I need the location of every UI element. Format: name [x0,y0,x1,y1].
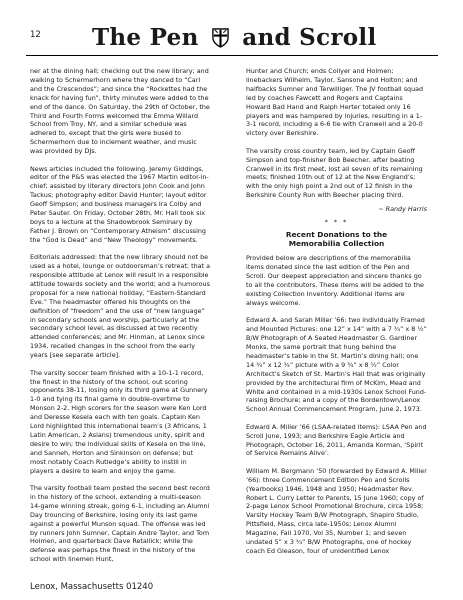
paragraph: The varsity soccer team finished with a 10-1-1 record, the finest in the history of the school, out scoring opponents 38-11, losing only its third game at Gunnery 1-0 and tying its final game in double-overtime to Monson 2-2. High scorers for the season were Ken Lord and Deresse Kesela each with ten goals. Captain Ken Lord highlighted this international team’s (3 Africans, 1 Latin American, 2 Asians) tremendous unity, spirit and desire to win; the individual skills of Kesela on the line, and Sanneh, Horton and Sinkinson on defense; but most notably Coach Rutledge’s ability to instill in players a desire to learn and enjoy the game. [30,368,208,475]
section-separator: * * * [324,217,349,226]
masthead-title-part2: and Scroll [242,24,377,51]
section-title [246,230,427,249]
paragraph: News articles included the following. Jeremy Giddings, editor of the P&S was elected the 1967 Martin editor-in-chief; assisted by literary directors John Cook and John Tackus; photography editor David Hunter; layout editor Geoff Simpson; and business managers Ira Colby and Peter Sauter. On Friday, October 28th, Mr. Hall took six boys to a lecture at the Shadowbrook Seminary by Father J. Brown on “Contemporary Atheism” discussing the “God is Dead” and “New Theology” movements. [30,164,209,244]
paragraph: The varsity football team posted the second best record in the history of the school, extending a multi-season 14-game winning streak, going 6-1, including an Alumni Day trouncing of Berkshire, losing only its last game against a powerful Munson squad. The offense was led by runners John Sumner, Captain Andre Taylor, and Tom Holmen, and quarterback Dave Retallick; while the defense was perhaps the finest in the history of the school with linemen Hunt, [30,483,210,564]
page-footer: Lenox, Massachusetts 01240 [30,582,154,592]
paragraph: Editorials addressed: that the new library should not be used as a hotel, lounge or outdoorsman’s retreat; that a responsible attitude at Lenox will result in a responsible attitude towards society and the world; and a humorous proposal for a new national holiday, “Eastern-Standard Eve.” The headmaster offered his thoughts on the definition of “freedom” and the use of “new language” in secondary schools and worship, particularly at the secondary school level, as discussed at two recently attended conferences; and Mr. Hinman, at Lenox since 1934, recalled changes in the school from the early years [see separate article]. [30,253,210,360]
paragraph: The varsity cross country team, led by Captain Geoff Simpson and top-finisher Bob Beecher, after beating Cranwell in its first meet, lost all seven of its remaining meets; finished 10th out of 12 at the New England’s; with the only high point a 2nd out of 12 finish in the Berkshire County Run with Beecher placing third. [246,146,423,200]
section-title-line: Recent Donations to the [285,229,388,239]
header-rule [26,55,438,56]
right-column [246,67,427,564]
paragraph: Edward A. Miller ’66 (LSAA-related items): LSAA Pen and Scroll June, 1993; and Berkshire Eagle Article and Photograph, October 16, 2011, Amanda Korman, ‘Spirit of Service Remains Alive’. [246,422,427,458]
paragraph: Hunter and Church; ends Collyer and Holmen; linebackers Wilhelm, Taylor, Sansone and Holton; and halfbacks Sumner and Terwilliger. The JV football squad led by coaches Fawcett and Rogers and Captains Howard Bad Hand and Ralph Herter totaled only 16 players and was hampered by injuries, resulting in a 1-3-1 record, including a 6-6 tie with Cranwell and a 20-0 victory over Berkshire. [246,67,424,138]
masthead-title-part1: The Pen [92,24,199,51]
section-title-line: Memorabilia Collection [288,238,385,248]
page-number: 12 [30,30,41,40]
masthead [92,24,377,51]
paragraph: ner at the dining hall; checking out the new library; and walking to Schermerhorn where they danced to “Carl and the Crescendos”; and since the “Rockettes had the knack for having fun”, thirty minutes were added to the end of the dance. On Saturday, the 29th of October, the Third and Fourth Forms welcomed the Emma Willard School from Troy, NY, and a similar schedule was adhered to, except that the girls were bused to Schermerhorn due to inclement weather, and music was provided by DJs. [30,67,210,156]
author-attribution: ~ Randy Harris [378,204,427,213]
paragraph: Provided below are descriptions of the memorabilia items donated since the last edition of the Pen and Scroll. Our deepest appreciation and sincere thanks go to all the contributors. These items will be added to the existing Collection Inventory. Additional items are always welcome. [246,254,424,307]
left-column [30,67,211,573]
school-crest-icon [211,27,230,48]
page-header [26,24,438,58]
paragraph: Edward A. and Sarah Miller ’66: two individually Framed and Mounted Pictures: one 12” x 14” with a 7 ¾” x 8 ½” B/W Photograph of A Seated Headmaster G. Gardiner Monks, the same portrait that hung behind the headmaster’s table in the St. Martin’s dining hall; one 14 ¾” x 12 ¾” picture with a 9 ¾” x 8 ½” Color Architect’s Sketch of St. Martin’s Hall that was originally provided by the architectural firm of McKim, Mead and White and contained in a mid-1930s Lenox School Fund-raising Brochure; and a copy of the Bordentown/Lenox School Annual Commencement Program, June 2, 1973. [246,316,427,414]
paragraph: William M. Bergmann ’50 (forwarded by Edward A. Miller ’66): three Commencement Edition Pen and Scrolls (Yearbooks) 1946, 1948 and 1950; Headmaster Rev. Robert L. Curry Letter to Parents, 15 June 1960; copy of 2-page Lenox School Promotional Brochure, circa 1958; Varsity Hockey Team B/W Photograph, Shapiro Studio, Pittsfield, Mass, circa late-1950s; Lenox Alumni Magazine, Fall 1970, Vol 35, Number 1; and seven undated 5” x 3 ¾” B/W Photographs, one of hockey coach Ed Gleason, four of unidentified Lenox [246,466,427,555]
